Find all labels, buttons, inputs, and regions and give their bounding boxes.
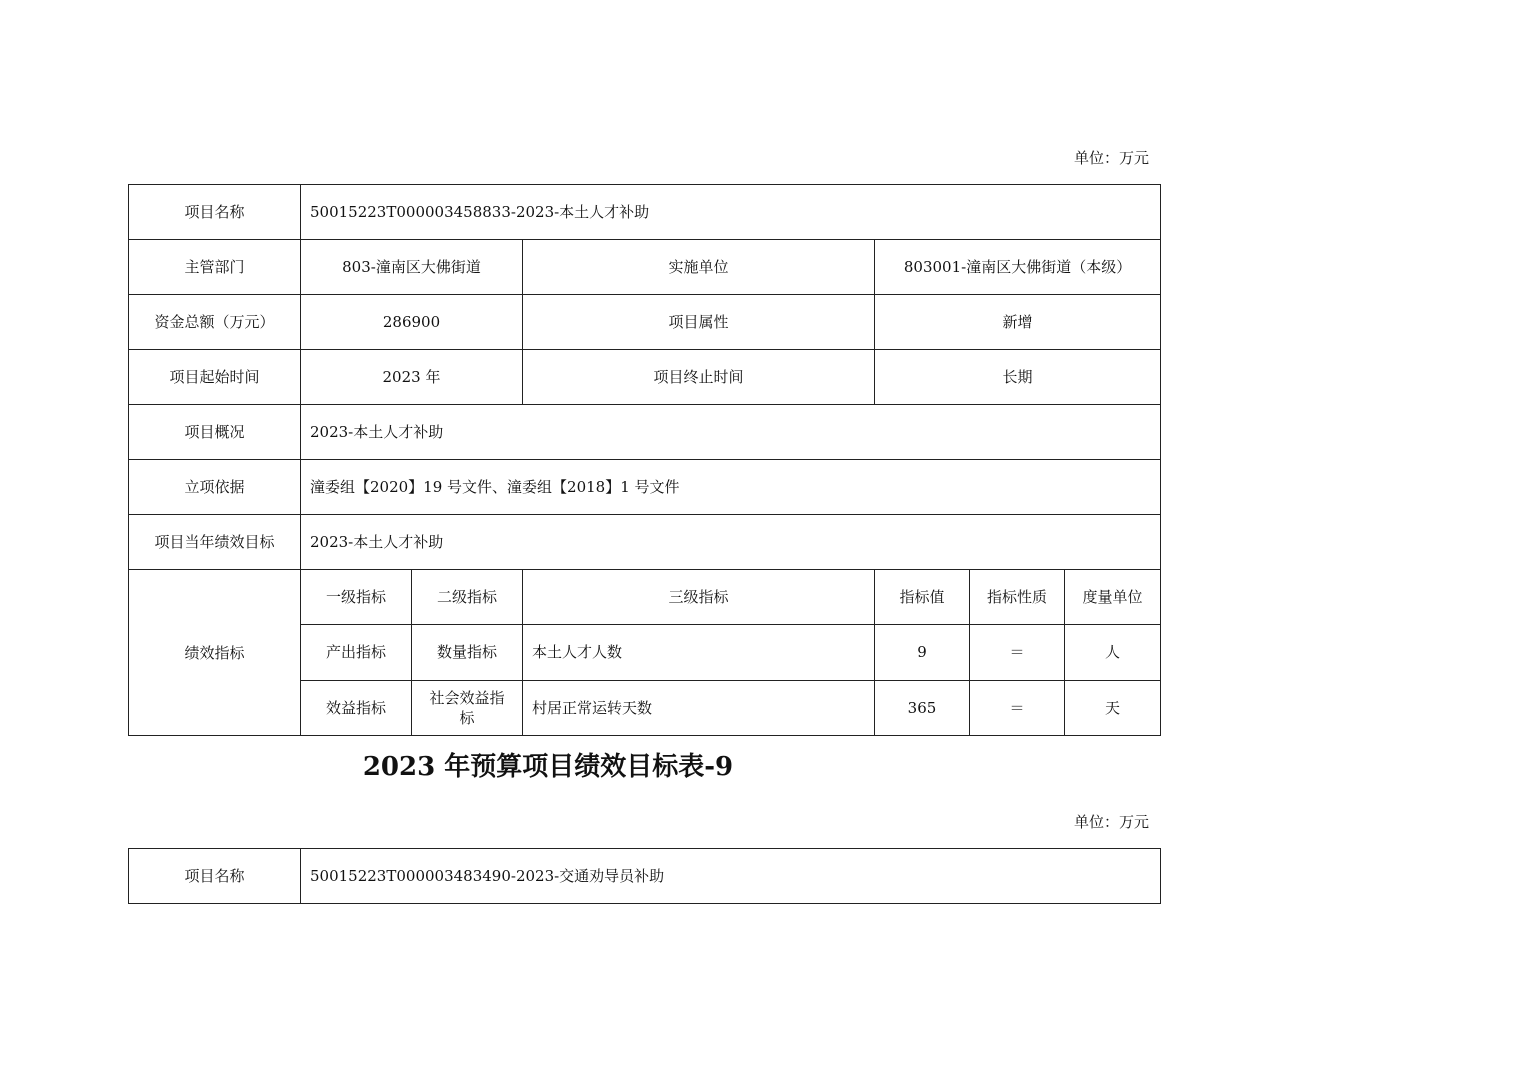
goal-value: 2023-本土人才补助 <box>301 515 1161 570</box>
dept-value: 803-潼南区大佛街道 <box>301 240 523 295</box>
performance-table-8 <box>128 184 1161 736</box>
project-name-value: 50015223T000003483490-2023-交通劝导员补助 <box>301 849 1161 904</box>
indicator-header: 度量单位 <box>1065 570 1161 625</box>
project-name-label: 项目名称 <box>129 849 301 904</box>
project-name-value: 50015223T000003458833-2023-本土人才补助 <box>301 185 1161 240</box>
indicator-cell: 365 <box>875 680 970 735</box>
end-label: 项目终止时间 <box>523 350 875 405</box>
attr-value: 新增 <box>875 295 1161 350</box>
indicator-header: 指标值 <box>875 570 970 625</box>
fund-label: 资金总额（万元） <box>129 295 301 350</box>
dept-label: 主管部门 <box>129 240 301 295</box>
start-label: 项目起始时间 <box>129 350 301 405</box>
indicator-cell: 人 <box>1065 625 1161 680</box>
section-title: 2023 年预算项目绩效目标表-9 <box>362 752 734 782</box>
row-project-name <box>129 185 1161 240</box>
row-indicator-headers <box>129 570 1161 625</box>
indicator-cell: 社会效益指标 <box>412 680 523 735</box>
indicator-cell: 天 <box>1065 680 1161 735</box>
end-value: 长期 <box>875 350 1161 405</box>
indicator-cell: 产出指标 <box>301 625 412 680</box>
row-goal <box>129 515 1161 570</box>
basis-label: 立项依据 <box>129 460 301 515</box>
fund-value: 286900 <box>301 295 523 350</box>
basis-value: 潼委组【2020】19 号文件、潼委组【2018】1 号文件 <box>301 460 1161 515</box>
start-value: 2023 年 <box>301 350 523 405</box>
impl-value: 803001-潼南区大佛街道（本级） <box>875 240 1161 295</box>
row-period <box>129 350 1161 405</box>
project-name-label: 项目名称 <box>129 185 301 240</box>
overview-label: 项目概况 <box>129 405 301 460</box>
row-overview <box>129 405 1161 460</box>
indicator-header: 一级指标 <box>301 570 412 625</box>
performance-table-9 <box>128 848 1161 904</box>
row-basis <box>129 460 1161 515</box>
overview-value: 2023-本土人才补助 <box>301 405 1161 460</box>
indicator-header: 二级指标 <box>412 570 523 625</box>
row-project-name <box>129 849 1161 904</box>
unit-label: 单位：万元 <box>1073 813 1149 831</box>
row-department <box>129 240 1161 295</box>
row-fund <box>129 295 1161 350</box>
indicator-cell: ＝ <box>970 680 1065 735</box>
indicator-cell: 9 <box>875 625 970 680</box>
attr-label: 项目属性 <box>523 295 875 350</box>
indicator-cell: 数量指标 <box>412 625 523 680</box>
indicator-cell: ＝ <box>970 625 1065 680</box>
indicator-header: 指标性质 <box>970 570 1065 625</box>
indicator-header: 三级指标 <box>523 570 875 625</box>
indicator-cell: 本土人才人数 <box>523 625 875 680</box>
indicators-label: 绩效指标 <box>129 570 301 736</box>
indicator-cell: 村居正常运转天数 <box>523 680 875 735</box>
unit-label: 单位：万元 <box>1073 149 1149 167</box>
goal-label: 项目当年绩效目标 <box>129 515 301 570</box>
indicator-cell: 效益指标 <box>301 680 412 735</box>
impl-label: 实施单位 <box>523 240 875 295</box>
